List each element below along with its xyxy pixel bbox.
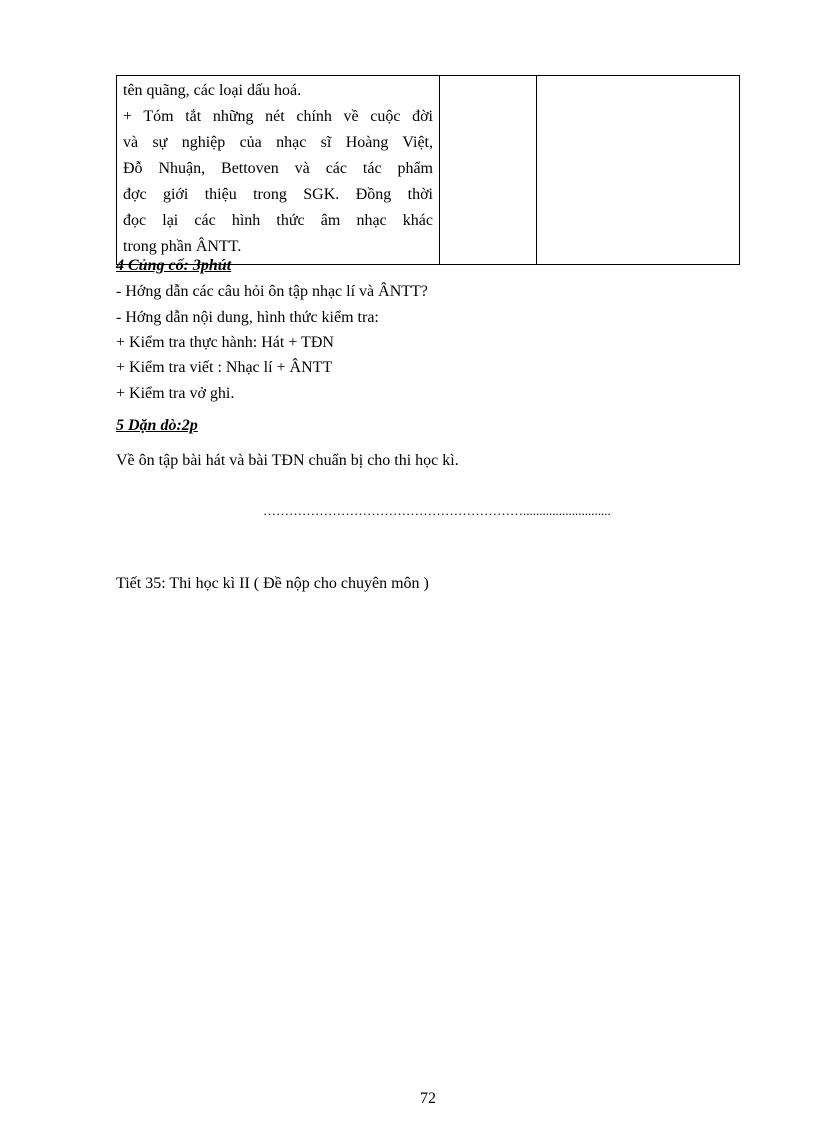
closing-line: Tiết 35: Thi học kì II ( Đề nộp cho chuyên môn )	[116, 575, 429, 592]
table-cell-content	[117, 76, 440, 265]
cell-line: + Tóm tắt những nét chính về cuộc đời	[123, 108, 433, 125]
cell-line: và sự nghiệp của nhạc sĩ Hoàng Việt,	[123, 134, 433, 151]
table-row	[117, 76, 740, 265]
section-heading-5: 5 Dặn dò:2p	[116, 417, 198, 434]
cell-line: Đỗ Nhuận, Bettoven và các tác phẩm	[123, 160, 433, 177]
cell-text-block	[117, 76, 439, 264]
cell-line: đợc giới thiệu trong SGK. Đồng thời	[123, 186, 433, 203]
body-line: + Kiểm tra vở ghi.	[116, 385, 235, 402]
table-cell-empty	[537, 76, 740, 265]
cell-line: đọc lại các hình thức âm nhạc khác	[123, 212, 433, 229]
body-line: Về ôn tập bài hát và bài TĐN chuẩn bị cho thi học kì.	[116, 452, 459, 469]
body-line: - Hớng dẫn nội dung, hình thức kiểm tra:	[116, 309, 379, 326]
body-line: - Hớng dẫn các câu hỏi ôn tập nhạc lí và ÂNTT?	[116, 283, 428, 300]
cell-line: trong phần ÂNTT.	[123, 238, 242, 255]
page-number: 72	[420, 1090, 436, 1107]
body-line: + Kiểm tra viết : Nhạc lí + ÂNTT	[116, 359, 333, 376]
separator-dots: ……………………………………………………...........................	[263, 503, 611, 518]
lesson-table	[116, 75, 740, 265]
section-heading-4: 4 Củng cố: 3phút	[116, 257, 232, 274]
body-line: + Kiểm tra thực hành: Hát + TĐN	[116, 334, 334, 351]
table-cell-empty	[440, 76, 537, 265]
cell-line: tên quãng, các loại dấu hoá.	[123, 82, 302, 99]
